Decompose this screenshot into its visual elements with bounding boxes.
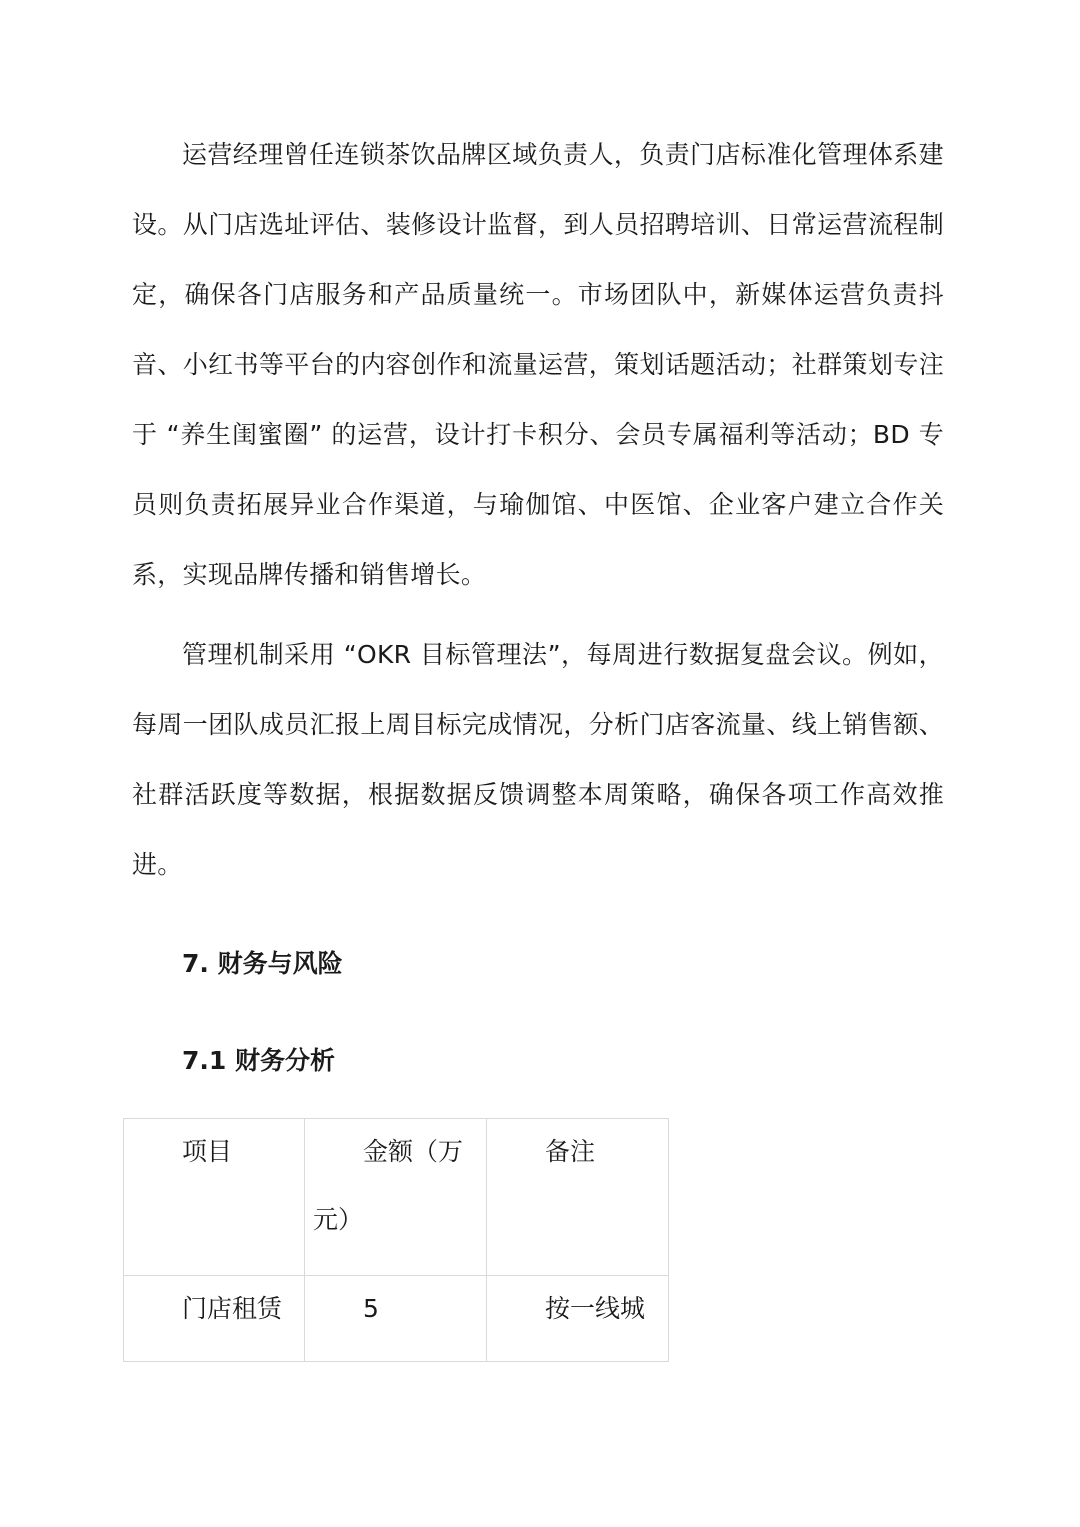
table-row [124, 1276, 669, 1362]
table-cell [487, 1276, 669, 1362]
table-header-cell [487, 1119, 669, 1276]
table-header-cell [124, 1119, 305, 1276]
cell-item: 门店租赁 [182, 1294, 283, 1323]
header-amount: 金额（万元） [313, 1137, 464, 1234]
subsection-heading-financial-analysis: 7.1 财务分析 [182, 1046, 335, 1075]
table-cell [305, 1276, 487, 1362]
paragraph-management-mechanism: 管理机制采用 “OKR 目标管理法”，每周进行数据复盘会议。例如，每周一团队成员汇报上周目标完成情况，分析门店客流量、线上销售额、社群活跃度等数据，根据数据反馈调整本周策略，确保各项工作高效推进。 [132, 640, 944, 879]
header-note: 备注 [545, 1137, 596, 1166]
cell-amount: 5 [363, 1294, 379, 1323]
table-header-cell [305, 1119, 487, 1276]
header-item: 项目 [182, 1137, 233, 1166]
table-cell [124, 1276, 305, 1362]
cell-note: 按一线城 [545, 1294, 646, 1323]
financial-analysis-table [123, 1118, 669, 1362]
table-header-row [124, 1119, 669, 1276]
section-heading-finance-risk: 7. 财务与风险 [182, 949, 343, 978]
paragraph-team-roles: 运营经理曾任连锁茶饮品牌区域负责人，负责门店标准化管理体系建设。从门店选址评估、装修设计监督，到人员招聘培训、日常运营流程制定，确保各门店服务和产品质量统一。市场团队中，新媒体运营负责抖音、小红书等平台的内容创作和流量运营，策划话题活动；社群策划专注于 “养生闺蜜圈” 的运营，设计打卡积分、会员专属福利等活动；BD 专员则负责拓展异业合作渠道，与瑜伽馆、中医馆、企业客户建立合作关系，实现品牌传播和销售增长。 [132, 140, 944, 589]
